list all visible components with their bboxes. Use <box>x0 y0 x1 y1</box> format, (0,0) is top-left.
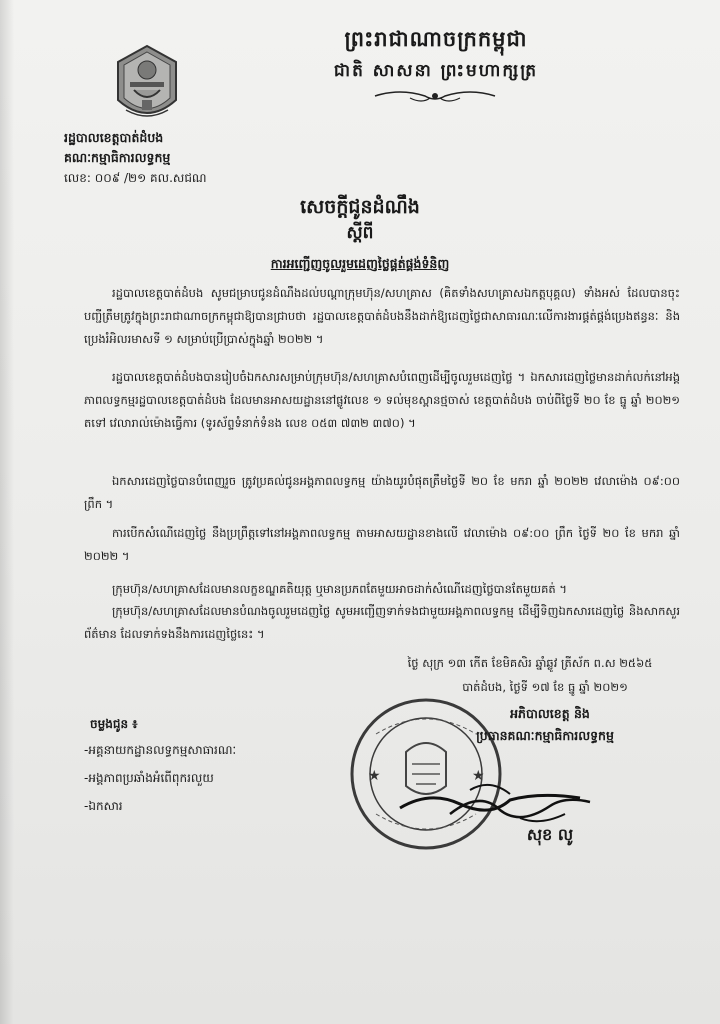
reference-number: លេខ: ០០៩ /២១ គល.សជណ <box>64 171 207 185</box>
recipient-item: -ឯកសារ <box>84 799 123 813</box>
ornament-divider-icon <box>370 86 500 106</box>
document-title: សេចក្តីជូនដំណឹង <box>300 196 420 218</box>
page-edge-shadow <box>0 0 14 1024</box>
paragraph-bid-opening: ការបើកសំណើដេញថ្លៃ នឹងប្រព្រឹត្តទៅនៅអង្គភាពលទ្ធកម្ម តាមអាសយដ្ឋានខាងលើ វេលាម៉ោង ០៩:០០ ព្រឹក ថ្ងៃទី ២០ ខែ មករា ឆ្នាំ ២០២២ ។ <box>84 526 680 563</box>
gregorian-date: បាត់ដំបង, ថ្ងៃទី ១៧ ខែ ធ្នូ ឆ្នាំ ២០២១ <box>462 680 628 694</box>
paragraph-contact: ក្រុមហ៊ុន/សហគ្រាសដែលមានបំណងចូលរួមដេញថ្លៃ សូមអញ្ជើញទាក់ទងជាមួយអង្គភាពលទ្ធកម្ម ដើម្បីទិញឯកសារដេញថ្លៃ និងសាកសួរព័ត៌មាន ដែលទាក់ទងនឹងការដេញថ្លៃនេះ ។ <box>84 604 680 641</box>
national-motto: ជាតិ សាសនា ព្រះមហាក្សត្រ <box>333 61 539 81</box>
signer-name: សុខ លូ <box>526 825 574 844</box>
kingdom-heading: ព្រះរាជាណាចក្រកម្ពុជា <box>344 27 528 51</box>
lunar-date: ថ្ងៃ សុក្រ ១៣ កើត ខែមិគសិរ ឆ្នាំឆ្លូវ ត្រីស័ក ព.ស ២៥៦៥ <box>407 656 653 670</box>
paragraph-submission-deadline: ឯកសារដេញថ្លៃបានបំពេញរួច ត្រូវប្រគល់ជូនអង្គភាពលទ្ធកម្ម យ៉ាងយូរបំផុតត្រឹមថ្ងៃទី ២០ ខែ មករា ឆ្នាំ ២០២២ វេលាម៉ោង ០៩:០០ ព្រឹក ។ <box>84 474 680 511</box>
signature-icon <box>390 770 600 830</box>
document-subtitle: ស្តីពី <box>346 223 374 243</box>
paragraph-eligibility: ក្រុមហ៊ុន/សហគ្រាសដែលមានលក្ខខណ្ឌគតិយុត្ត ឬមានប្រភពតែមួយអាចដាក់សំណើដេញថ្លៃបានតែមួយគត់ ។ <box>112 582 567 596</box>
svg-text:★: ★ <box>472 768 485 784</box>
recipient-item: -អង្គភាពប្រឆាំងអំពើពុករលួយ <box>84 771 214 785</box>
paragraph-documents: រដ្ឋបាលខេត្តបាត់ដំបងបានរៀបចំឯកសារសម្រាប់ក្រុមហ៊ុន/សហគ្រាសបំពេញដើម្បីចូលរួមដេញថ្លៃ ។ ឯកសារដេញថ្លៃមានដាក់លក់នៅអង្គភាពលទ្ធកម្មរដ្ឋបាលខេត្តបាត់ដំបង ដែលមានអាសយដ្ឋាននៅផ្លូវលេខ ១ ទល់មុខស្ពានថ្មចាស់ ខេត្តបាត់ដំបង ចាប់ពីថ្ងៃទី ២០ ខែ ធ្នូ ឆ្នាំ ២០២១ តទៅ វេលារាល់ម៉ោងធ្វើការ (ទូរស័ព្ទទំនាក់ទំនង លេខ ០៥៣ ៧៣២ ៣៧០) ។ <box>84 370 680 430</box>
committee-name: គណៈកម្មាធិការលទ្ធកម្ម <box>64 150 171 165</box>
signer-title-governor: អភិបាលខេត្ត និង <box>510 706 590 721</box>
copy-to-heading: ចម្លងជូន ៖ <box>90 717 138 731</box>
svg-text:★: ★ <box>368 768 381 784</box>
document-subject: ការអញ្ជើញចូលរួមដេញថ្លៃផ្គត់ផ្គង់ទំនិញ <box>270 256 450 271</box>
province-emblem-icon <box>112 44 182 126</box>
signer-title-chairman: ប្រធានគណៈកម្មាធិការលទ្ធកម្ម <box>476 728 614 743</box>
paragraph-announcement: រដ្ឋបាលខេត្តបាត់ដំបង សូមជម្រាបជូនដំណឹងដល់បណ្តាក្រុមហ៊ុន/សហគ្រាស (គិតទាំងសហគ្រាសឯកត្តបុគ្គល) ទាំងអស់ ដែលបានចុះបញ្ជីត្រឹមត្រូវក្នុងព្រះរាជាណាចក្រកម្ពុជាឱ្យបានជ្រាបថា រដ្ឋបាលខេត្តបាត់ដំបងនឹងដាក់ឱ្យដេញថ្លៃជាសាធារណៈលើការងារផ្គត់ផ្គង់ប្រេងឥន្ធនៈ និងប្រេងរំអិលរមាសទី ១ សម្រាប់ប្រើប្រាស់ក្នុងឆ្នាំ ២០២២ ។ <box>84 286 680 346</box>
org-name: រដ្ឋបាលខេត្តបាត់ដំបង <box>64 130 164 145</box>
recipient-item: -អគ្គនាយកដ្ឋានលទ្ធកម្មសាធារណៈ <box>84 743 237 757</box>
